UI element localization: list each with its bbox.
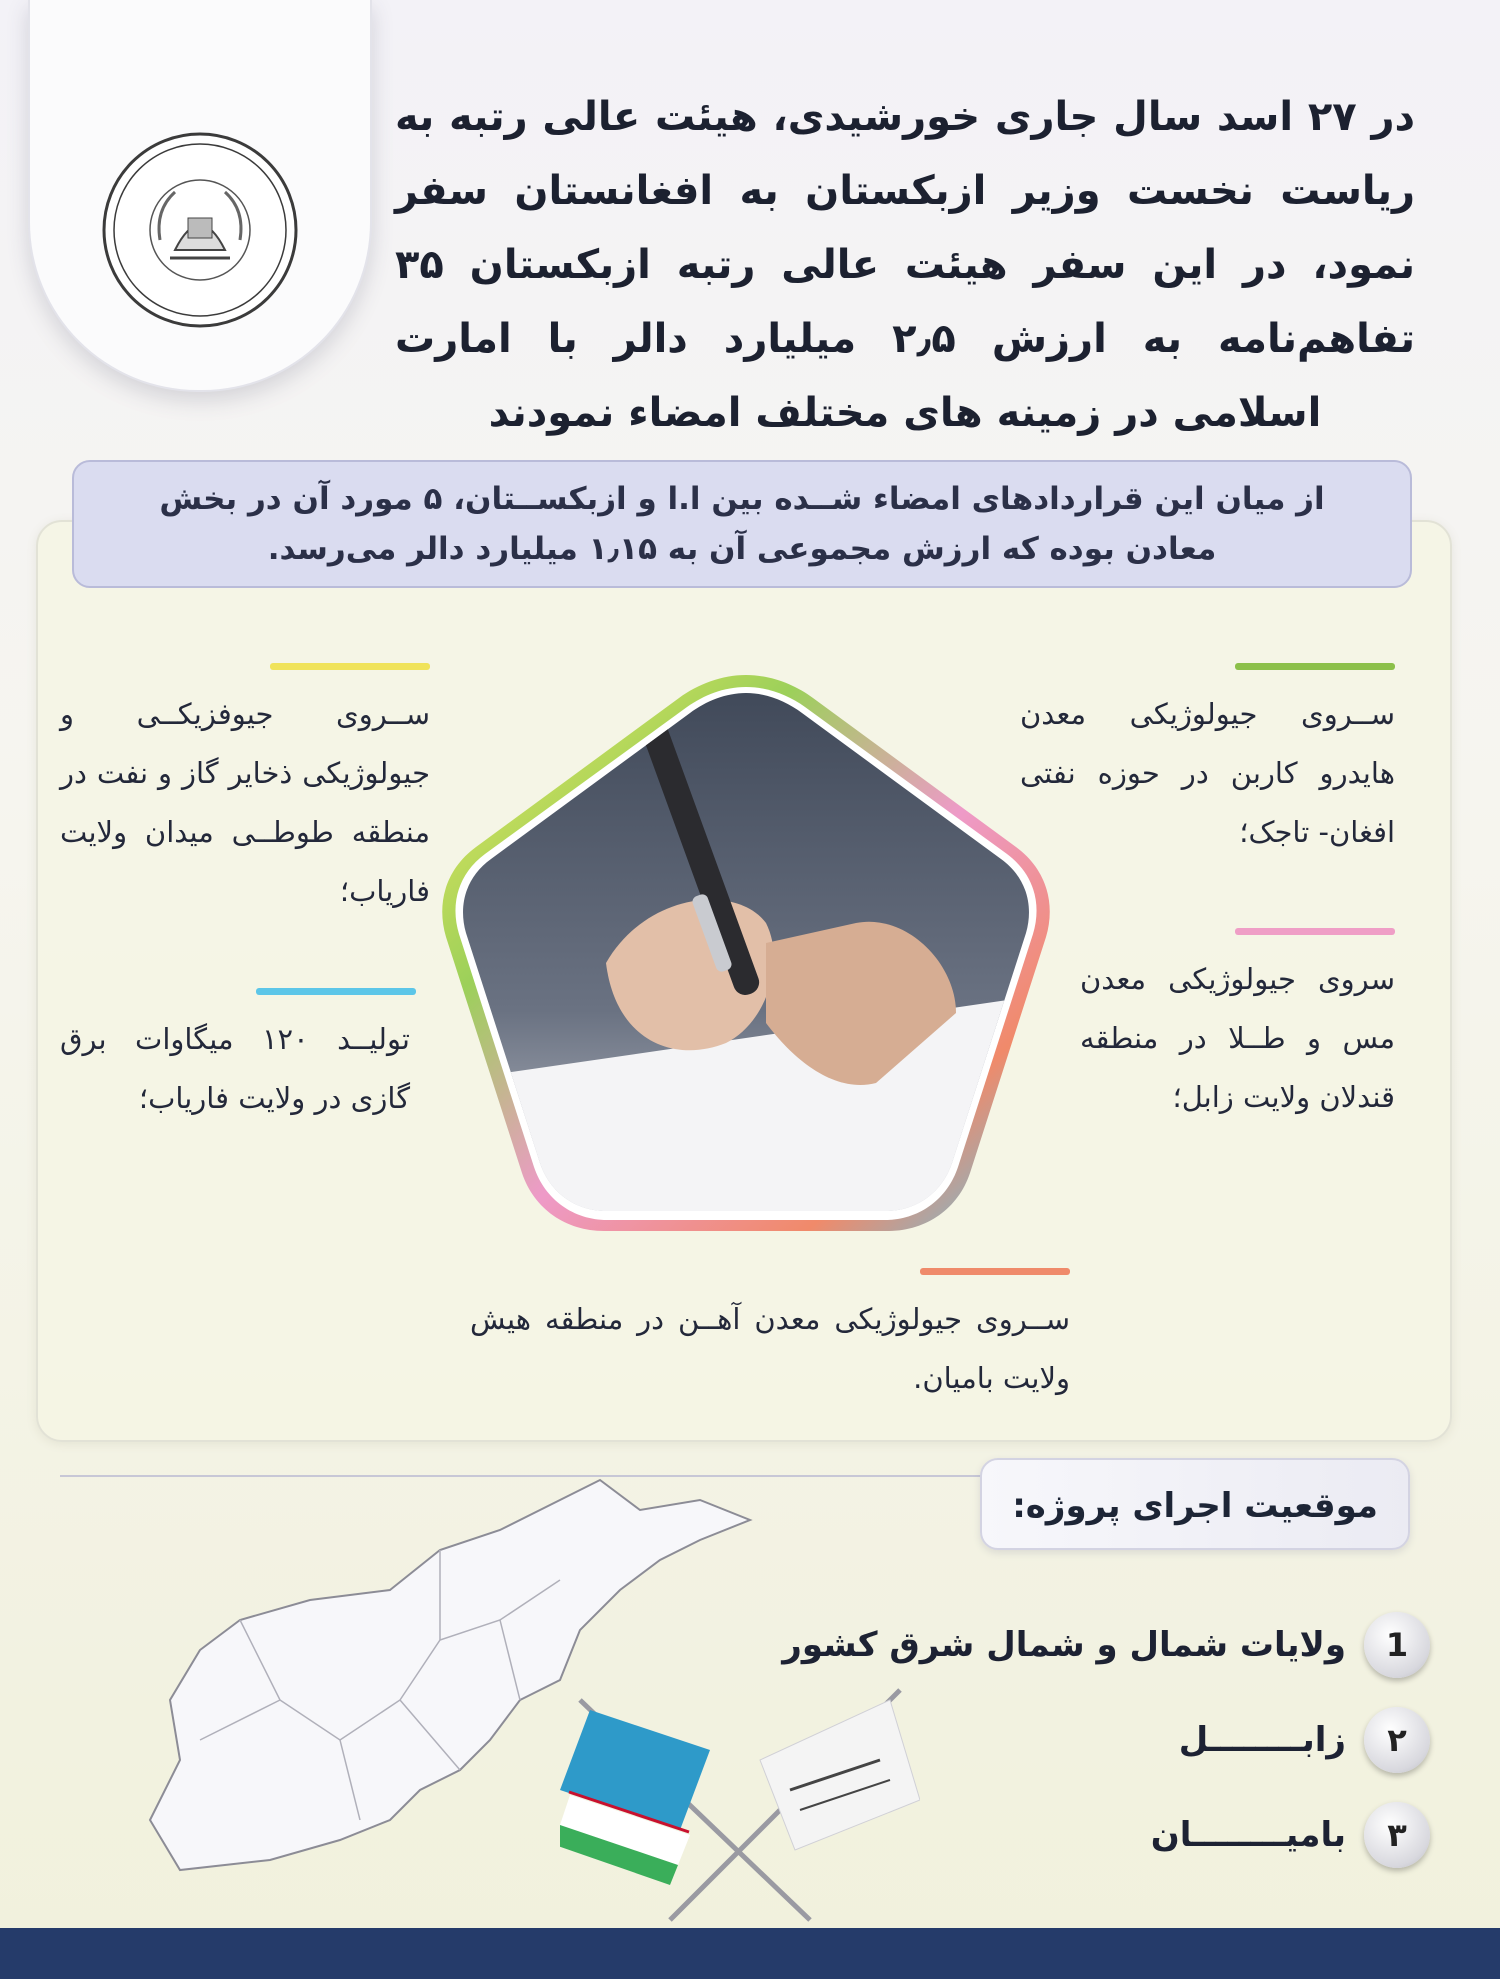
item-text: تولیــد ۱۲۰ میگاوات برق گازی در ولایت فاریاب؛ xyxy=(60,1022,410,1115)
item-gas-oil-survey xyxy=(60,685,430,921)
footer-bar xyxy=(0,1928,1500,1979)
item-text: ســروی جیوفزیکــی و جیولوژیکی ذخایر گاز و نفت در منطقه طوطــی میدان ولایت فاریاب؛ xyxy=(60,697,430,908)
signing-hand-image xyxy=(436,663,1056,1243)
summary-box: از میان این قراردادهای امضاء شــده بین ا.ا و ازبکســتان، ۵ مورد آن در بخش معادن بوده که ارزش مجموعی آن به ۱٫۱۵ میلیارد دالر می‌رسد. xyxy=(72,460,1412,588)
orange-accent-bar xyxy=(920,1268,1070,1275)
cyan-accent-bar xyxy=(256,988,416,995)
item-text: ســروی جیولوژیکی معدن آهــن در منطقه هیش ولایت بامیان. xyxy=(470,1302,1070,1395)
item-power-generation xyxy=(60,1010,410,1128)
location-label: بامیــــــــان xyxy=(1150,1815,1346,1855)
uzbekistan-flag xyxy=(560,1710,710,1885)
pink-accent-bar xyxy=(1235,928,1395,935)
item-text: سروی جیولوژیکی معدن مس و طــلا در منطقه قندلان ولایت زابل؛ xyxy=(1080,962,1395,1114)
location-label: زابــــــــل xyxy=(1178,1720,1346,1760)
item-iron-survey xyxy=(470,1290,1070,1408)
seal-tab xyxy=(28,0,372,392)
number-badge: ۲ xyxy=(1364,1707,1430,1773)
headline: در ۲۷ اسد سال جاری خورشیدی، هیئت عالی رتبه به ریاست نخست وزیر ازبکستان به افغانستان سفر نمود، در این سفر هیئت عالی رتبه ازبکستان ۳۵ تفاهم‌نامه به ارزش ۲٫۵ میلیارد دالر با امارت اسلامی در زمینه های مختلف امضاء نمودند xyxy=(395,94,1415,436)
location-row-3 xyxy=(1151,1800,1430,1870)
crossed-flags-icon xyxy=(560,1660,920,1930)
location-label: ولایات شمال و شمال شرق کشور xyxy=(782,1625,1346,1665)
item-copper-gold-survey xyxy=(1080,950,1395,1127)
islamic-emirate-flag xyxy=(760,1700,920,1850)
green-accent-bar xyxy=(1235,663,1395,670)
number-badge: ۳ xyxy=(1364,1802,1430,1868)
location-row-2 xyxy=(1179,1705,1430,1775)
location-title: موقعیت اجرای پروژه: xyxy=(980,1458,1410,1550)
item-hydrocarbon-survey xyxy=(1020,685,1395,862)
yellow-accent-bar xyxy=(270,663,430,670)
item-text: ســروی جیولوژیکی معدن هایدرو کاربن در حوزه نفتی افغان- تاجک؛ xyxy=(1020,697,1395,849)
office-seal-icon xyxy=(100,130,300,330)
number-badge: 1 xyxy=(1364,1612,1430,1678)
